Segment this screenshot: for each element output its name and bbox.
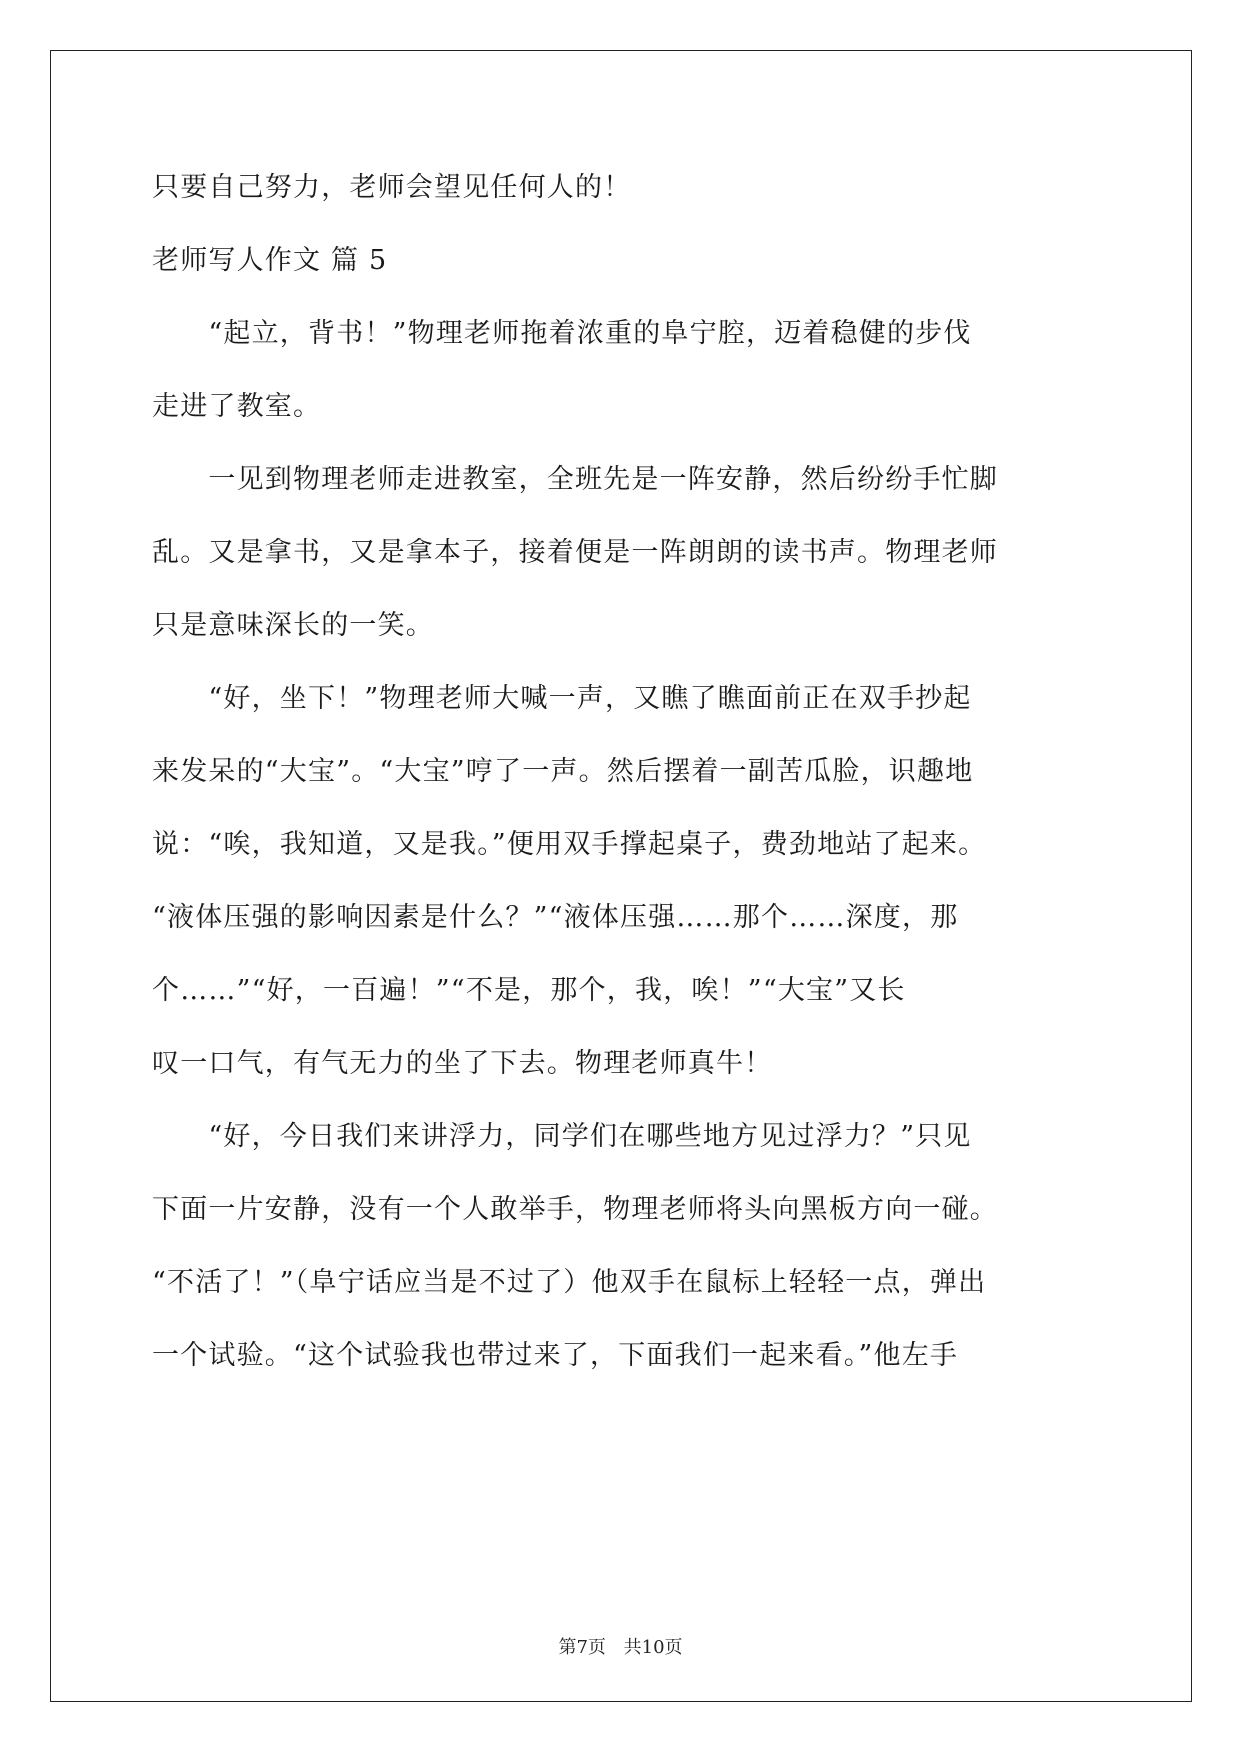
text-line: 下面一片安静，没有一个人敢举手，物理老师将头向黑板方向一碰。 (152, 1194, 998, 1225)
text-line: “不活了！”（阜宁话应当是不过了）他双手在鼠标上轻轻一点，弹出 (152, 1267, 987, 1298)
text-line: 来发呆的“大宝”。“大宝”哼了一声。然后摆着一副苦瓜脸，识趣地 (152, 756, 974, 787)
text-line: “起立，背书！”物理老师拖着浓重的阜宁腔，迈着稳健的步伐 (152, 318, 972, 349)
text-line: 乱。又是拿书，又是拿本子，接着便是一阵朗朗的读书声。物理老师 (152, 537, 998, 568)
text-line: “液体压强的影响因素是什么？”“液体压强……那个……深度，那 (152, 902, 959, 933)
text-line: 一个试验。“这个试验我也带过来了，下面我们一起来看。”他左手 (152, 1340, 959, 1371)
text-line: “好，坐下！”物理老师大喊一声，又瞧了瞧面前正在双手抄起 (152, 683, 972, 714)
page-footer (0, 1633, 1241, 1659)
text-line: 走进了教室。 (152, 391, 322, 422)
page-total: 共10页 (623, 1637, 683, 1658)
page-border (50, 50, 1192, 1702)
text-line: 一见到物理老师走进教室，全班先是一阵安静，然后纷纷手忙脚 (152, 464, 998, 495)
text-line: 个……”“好，一百遍！”“不是，那个，我，唉！”“大宝”又长 (152, 975, 906, 1006)
text-line: 说：“唉，我知道，又是我。”便用双手撑起桌子，费劲地站了起来。 (152, 829, 987, 860)
text-line: 只是意味深长的一笑。 (152, 610, 434, 641)
text-line: 叹一口气，有气无力的坐了下去。物理老师真牛！ (152, 1048, 773, 1079)
text-line: 只要自己努力，老师会望见任何人的！ (152, 172, 632, 203)
section-heading: 老师写人作文 篇 5 (152, 245, 388, 276)
text-line: “好，今日我们来讲浮力，同学们在哪些地方见过浮力？”只见 (152, 1121, 972, 1152)
page-number: 第7页 (558, 1637, 606, 1658)
